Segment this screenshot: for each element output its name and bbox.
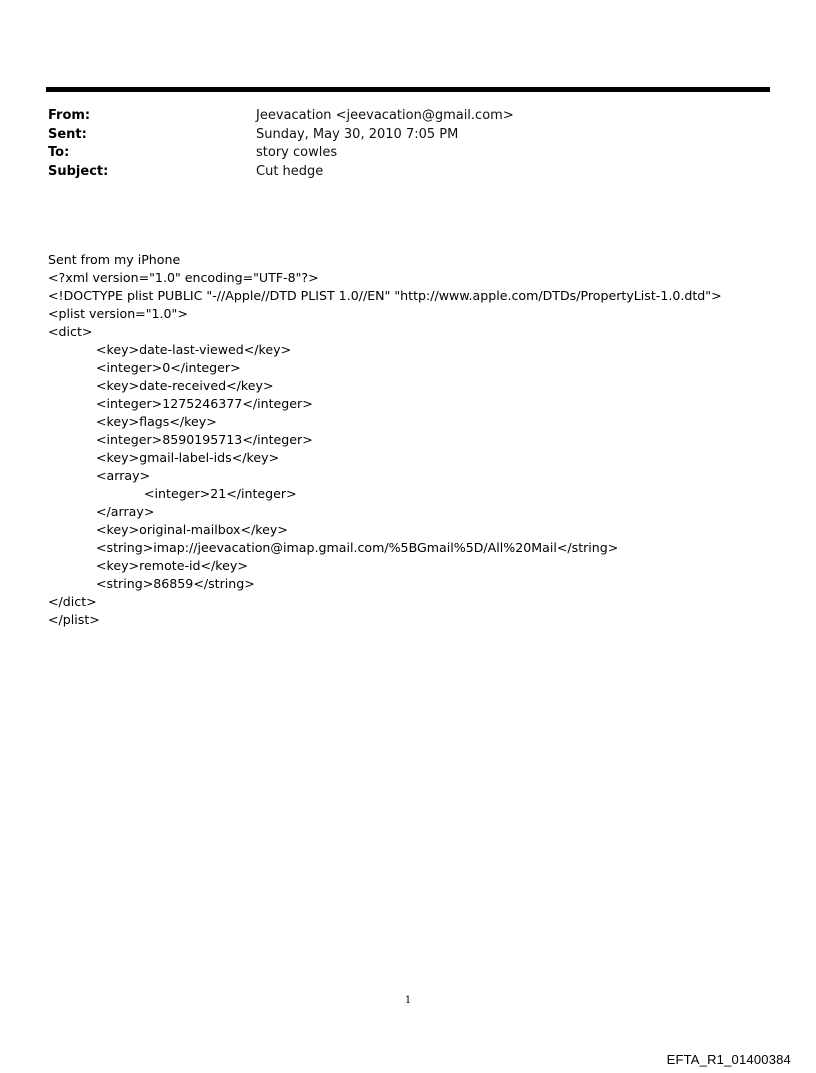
body-line: <?xml version="1.0" encoding="UTF-8"?>: [48, 270, 319, 285]
body-line: <key>date-received</key>: [96, 378, 274, 393]
body-line: </array>: [96, 504, 155, 519]
body-line: <integer>21</integer>: [144, 486, 297, 501]
email-body: [48, 251, 788, 629]
sent-value: Sunday, May 30, 2010 7:05 PM: [256, 126, 459, 142]
body-line: <plist version="1.0">: [48, 306, 188, 321]
from-row: [48, 107, 768, 126]
body-line: <key>flags</key>: [96, 414, 217, 429]
body-line: <key>original-mailbox</key>: [96, 522, 288, 537]
subject-row: [48, 163, 768, 182]
page-number: 1: [404, 995, 412, 1006]
to-label: To:: [48, 145, 70, 160]
body-line: </plist>: [48, 612, 100, 627]
to-row: [48, 144, 768, 163]
body-line: <integer>0</integer>: [96, 360, 241, 375]
body-line: <key>gmail-label-ids</key>: [96, 450, 280, 465]
sent-label: Sent:: [48, 126, 87, 142]
body-line: <!DOCTYPE plist PUBLIC "-//Apple//DTD PLIST 1.0//EN" "http://www.apple.com/DTDs/PropertyList-1.0.dtd">: [48, 288, 722, 303]
body-line: <integer>1275246377</integer>: [96, 396, 313, 411]
sent-row: [48, 126, 768, 145]
header-divider: [46, 87, 770, 92]
body-line: <key>date-last-viewed</key>: [96, 342, 292, 357]
body-line: <array>: [96, 468, 151, 483]
body-line: Sent from my iPhone: [48, 252, 181, 267]
body-line: <key>remote-id</key>: [96, 558, 248, 573]
body-line: <dict>: [48, 324, 93, 339]
body-line: </dict>: [48, 594, 97, 609]
subject-value: Cut hedge: [256, 163, 324, 179]
from-label: From:: [48, 108, 91, 123]
email-header: [48, 107, 768, 181]
body-line: <string>imap://jeevacation@imap.gmail.com/%5BGmail%5D/All%20Mail</string>: [96, 540, 619, 555]
body-line: <integer>8590195713</integer>: [96, 432, 313, 447]
document-id: EFTA_R1_01400384: [666, 1052, 791, 1067]
from-value: Jeevacation <jeevacation@gmail.com>: [256, 108, 514, 123]
to-value: story cowles: [256, 145, 338, 160]
subject-label: Subject:: [48, 163, 109, 179]
body-line: <string>86859</string>: [96, 576, 255, 591]
